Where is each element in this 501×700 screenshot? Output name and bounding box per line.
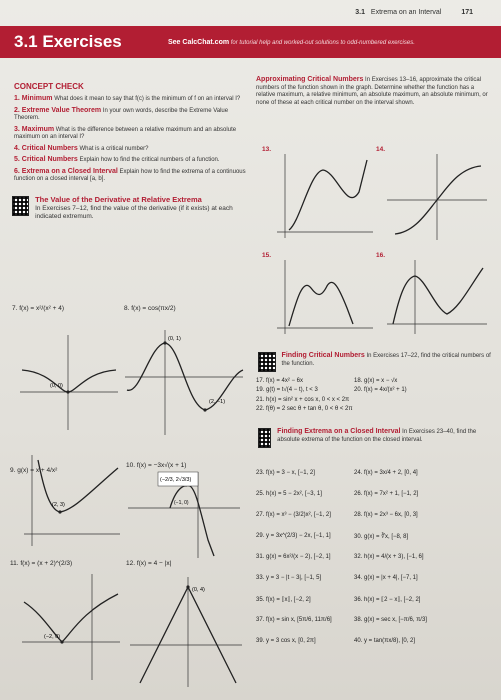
page-number: 171 xyxy=(461,9,473,16)
derivative-section-text xyxy=(35,196,251,221)
concept-item-2 xyxy=(14,107,251,123)
exercise-11: 11. f(x) = (x + 2)^(2/3) xyxy=(10,560,73,567)
derivative-section-title: The Value of the Derivative at Relative Extrema xyxy=(35,194,202,204)
banner-title: 3.1 Exercises xyxy=(14,32,122,51)
graph-9 xyxy=(22,450,122,550)
exercise-item: 25. h(x) = 5 − 2x², [−3, 1] xyxy=(256,491,322,497)
closed-section-title: Finding Extrema on a Closed Interval xyxy=(277,428,401,435)
exercise-9: 9. g(x) = x + 4/x² xyxy=(10,467,58,474)
concept-text: Explain how to find the extrema of a continuous function on a closed interval [a, b]. xyxy=(14,168,246,182)
exercise-item: 40. y = tan(πx/8), [0, 2] xyxy=(354,638,416,644)
exercise-item: 28. f(x) = 2x³ − 6x, [0, 3] xyxy=(354,512,418,518)
exercise-item: 18. g(x) = x − √x xyxy=(354,378,398,384)
concept-item-5 xyxy=(14,156,251,165)
running-head xyxy=(355,9,473,16)
list-item xyxy=(256,406,492,415)
concept-item-4 xyxy=(14,145,251,154)
concept-text: In your own words, describe the Extreme Value Theorem. xyxy=(14,107,229,121)
point-label-7: (0, 0) xyxy=(50,383,63,389)
concept-item-1 xyxy=(14,95,251,104)
exercises-banner xyxy=(0,26,501,58)
exercise-7: 7. f(x) = x²/(x² + 4) xyxy=(12,305,65,312)
point-label-8b: (2, −1) xyxy=(209,399,226,405)
closed-section-body: In Exercises 23–40, find the absolute extrema of the function on the closed interval. xyxy=(277,429,477,443)
list-item xyxy=(256,397,492,406)
point-label-11: (−2, 0) xyxy=(44,634,61,640)
exercise-item: 39. y = 3 cos x, [0, 2π] xyxy=(256,638,316,644)
concept-item-6 xyxy=(14,168,251,184)
list-item xyxy=(256,575,492,596)
derivative-section-body: In Exercises 7–12, find the value of the derivative (if it exists) at each indicated extremum. xyxy=(35,204,233,220)
exercise-item: 38. g(x) = sec x, [−π/6, π/3] xyxy=(354,617,427,623)
exercise-item: 21. h(x) = sin² x + cos x, 0 < x < 2π xyxy=(256,396,350,403)
exercise-10: 10. f(x) = −3x√(x + 1) xyxy=(126,462,187,469)
exercise-8: 8. f(x) = cos(πx/2) xyxy=(124,305,176,312)
graph-11 xyxy=(22,572,122,682)
graph-16-label: 16. xyxy=(376,252,386,259)
exercise-item: 23. f(x) = 3 − x, [−1, 2] xyxy=(256,470,315,476)
graph-16 xyxy=(385,258,490,338)
calcchat-link[interactable]: See CalcChat.com xyxy=(168,39,230,46)
qr-code-icon xyxy=(12,196,29,216)
exercise-item: 19. g(t) = t√(4 − t), t < 3 xyxy=(256,387,318,394)
list-item xyxy=(256,617,492,638)
critical-section-title: Finding Critical Numbers xyxy=(281,352,365,359)
exercise-item: 27. f(x) = x³ − (3/2)x², [−1, 2] xyxy=(256,512,331,518)
graph-14 xyxy=(385,152,490,242)
graph-13 xyxy=(275,152,375,242)
point-label-10: (−2/3, 2√3/3) xyxy=(160,477,192,483)
list-item xyxy=(256,638,492,659)
point-label-12: (0, 4) xyxy=(192,587,205,593)
list-item xyxy=(256,491,492,512)
right-column xyxy=(256,68,492,107)
graph-15 xyxy=(275,258,375,338)
concept-text: What is a critical number? xyxy=(79,145,149,152)
list-item xyxy=(256,554,492,575)
point-label-9: (2, 3) xyxy=(52,502,65,508)
graph-10 xyxy=(128,470,243,560)
critical-section-text xyxy=(282,352,492,372)
graph-7 xyxy=(20,330,120,435)
exercise-item: 31. g(x) = 6x²/(x − 2), [−2, 1] xyxy=(256,554,331,560)
approx-section-title: Approximating Critical Numbers xyxy=(256,76,364,83)
concept-label: 3. Maximum xyxy=(14,125,55,133)
graph-14-label: 14. xyxy=(376,146,386,153)
list-item xyxy=(256,378,492,387)
closed-list xyxy=(256,470,492,659)
exercise-item: 32. h(x) = 4/(x + 3), [−1, 6] xyxy=(354,554,424,560)
exercise-item: 30. g(x) = ∛x, [−8, 8] xyxy=(354,534,409,540)
list-item xyxy=(256,387,492,396)
exercise-item: 37. f(x) = sin x, [5π/6, 11π/6] xyxy=(256,617,332,623)
exercise-item: 34. g(x) = |x + 4|, [−7, 1] xyxy=(354,575,418,581)
exercise-item: 17. f(x) = 4x² − 6x xyxy=(256,378,304,384)
critical-section-body: In Exercises 17–22, find the critical numbers of the function. xyxy=(281,353,491,367)
closed-section-text xyxy=(277,428,492,448)
point-label-8a: (0, 1) xyxy=(168,336,181,342)
qr-code-icon xyxy=(258,352,276,372)
list-item xyxy=(256,470,492,491)
approx-section-body: In Exercises 13–16, approximate the critical numbers of the function shown in the graph. Determine whether the function has a relative maximum, a relative minimum, an absolute maximum, an absolute minimum, or none of these at each critical number on the interval shown. xyxy=(256,77,488,106)
exercise-item: 22. f(θ) = 2 sec θ + tan θ, 0 < θ < 2π xyxy=(256,406,353,413)
qr-code-icon xyxy=(258,428,271,448)
concept-item-3 xyxy=(14,126,251,142)
critical-list xyxy=(256,378,492,416)
banner-note xyxy=(168,39,415,46)
list-item xyxy=(256,512,492,533)
left-column xyxy=(8,68,251,221)
point-label-10b: (−1, 0) xyxy=(174,500,189,506)
closed-section-head xyxy=(258,428,492,448)
graph-15-label: 15. xyxy=(262,252,272,259)
critical-section-head xyxy=(258,352,492,372)
graph-13-label: 13. xyxy=(262,146,272,153)
exercise-item: 36. h(x) = ⟦2 − x⟧, [−2, 2] xyxy=(354,597,421,603)
concept-text: What does it mean to say that f(c) is the minimum of f on an interval I? xyxy=(54,96,241,102)
list-item xyxy=(256,596,492,617)
exercise-12: 12. f(x) = 4 − |x| xyxy=(126,560,172,567)
concept-label: 6. Extrema on a Closed Interval xyxy=(14,167,118,175)
exercise-item: 29. y = 3x^(2/3) − 2x, [−1, 1] xyxy=(256,533,331,539)
derivative-section-head xyxy=(12,196,251,221)
exercise-item: 33. y = 3 − |t − 3|, [−1, 5] xyxy=(256,575,322,581)
concept-label: 5. Critical Numbers xyxy=(14,156,78,163)
concept-label: 1. Minimum xyxy=(14,95,53,102)
exercise-item: 35. f(x) = ⟦x⟧, [−2, 2] xyxy=(256,597,311,603)
approx-section xyxy=(256,76,492,107)
list-item xyxy=(256,533,492,554)
graph-8 xyxy=(125,325,245,440)
banner-note-text: for tutorial help and worked-out solutions to odd-numbered exercises. xyxy=(230,40,415,46)
concept-label: 4. Critical Numbers xyxy=(14,144,78,152)
section-number: 3.1 xyxy=(355,9,365,16)
exercise-item: 26. f(x) = 7x² + 1, [−1, 2] xyxy=(354,491,419,497)
concept-text: What is the difference between a relative maximum and an absolute maximum on an interval I? xyxy=(14,126,237,140)
concept-check-title: CONCEPT CHECK xyxy=(14,82,84,91)
section-title: Extrema on an Interval xyxy=(370,9,442,16)
exercise-item: 20. f(x) = 4x/(x² + 1) xyxy=(354,387,407,394)
concept-label: 2. Extreme Value Theorem xyxy=(14,106,102,114)
graph-12 xyxy=(130,575,245,690)
concept-text: Explain how to find the critical numbers of a function. xyxy=(79,157,220,163)
exercise-item: 24. f(x) = 3x/4 + 2, [0, 4] xyxy=(354,470,418,476)
